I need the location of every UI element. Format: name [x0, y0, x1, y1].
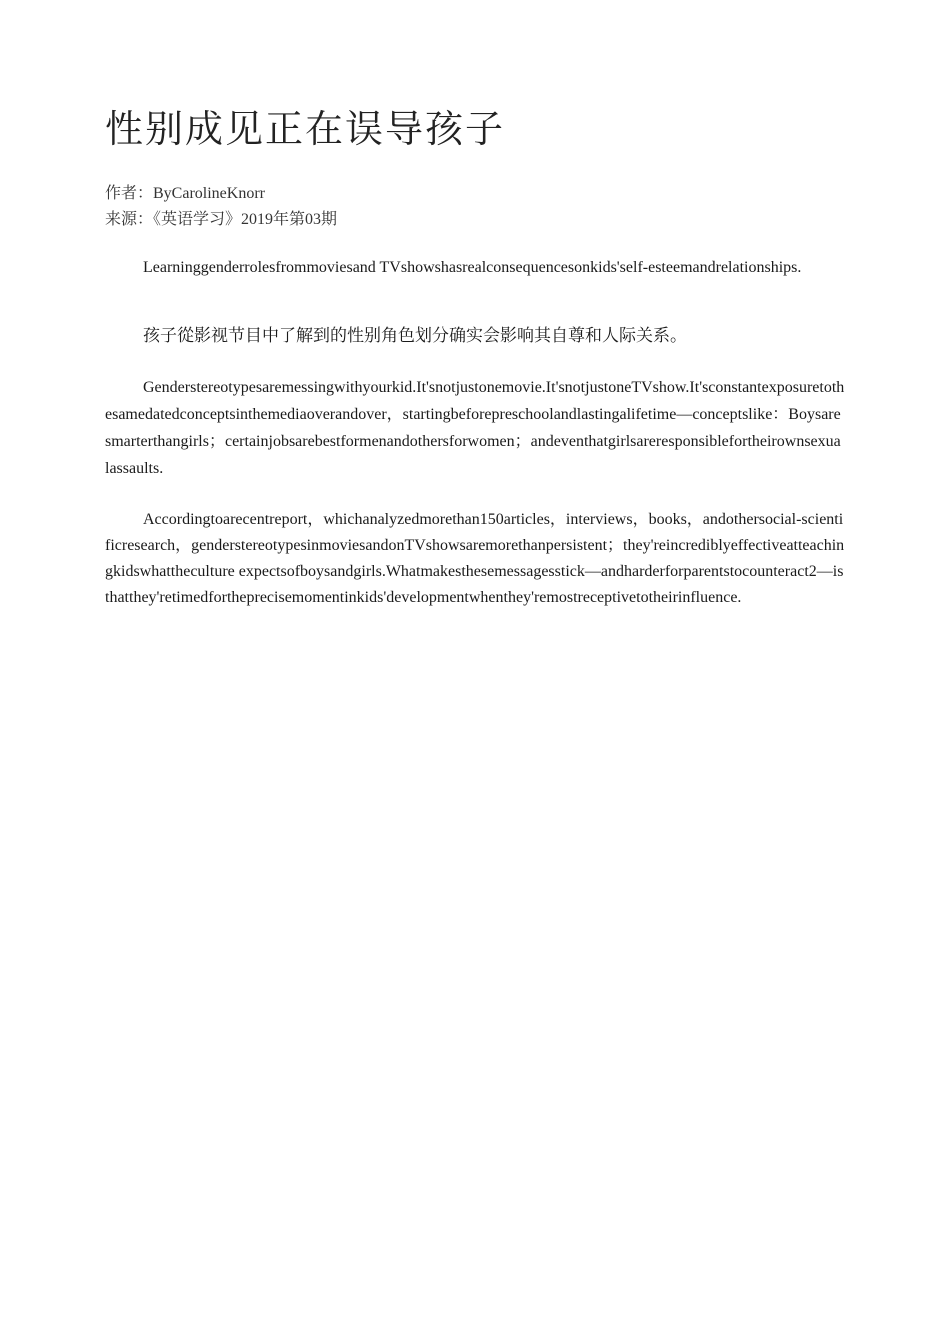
source-line: 来源：《英语学习》2019年第03期 [105, 211, 338, 228]
paragraph-stereotypes: Genderstereotypesaremessingwithyourkid.It'snotjustonemovie.It'snotjustoneTVshow.It'sconstantexposuretothesamedatedconceptsinthemediaoverandover，startingbeforepreschoolandlastingalifetime—conceptslike：Boysaresmarterthangirls；certainjobsarebestformenandothersforwomen；andeventhatgirlsareresponsiblefortheirownsexualassaults. [105, 379, 845, 477]
article-title: 性别成见正在误导孩子 [105, 109, 506, 151]
author-line: 作者：ByCarolineKnorr [105, 185, 265, 202]
paragraph-chinese-intro: 孩子從影视节目中了解到的性别角色划分确实会影响其自尊和人际关系。 [143, 326, 687, 345]
article-meta [105, 181, 337, 233]
paragraph-report: Accordingtoarecentreport，whichanalyzedmorethan150articles，interviews，books，andothersocial-scientificresearch，genderstereotypesinmoviesandonTVshowsaremorethanpersistent；they'reincrediblyeffectiveatteachingkidswhattheculture expectsofboysandgirls.Whatmakesthesemessagesstick—andharderforparentstocounteract2—isthatthey'retimedfortheprecisemomentinkids'developmentwhenthey'remostreceptivetotheirinfluence. [105, 511, 845, 606]
paragraph-english-intro: Learninggenderrolesfrommoviesand TVshowshasrealconsequencesonkids'self-esteemandrelationships. [143, 259, 802, 276]
